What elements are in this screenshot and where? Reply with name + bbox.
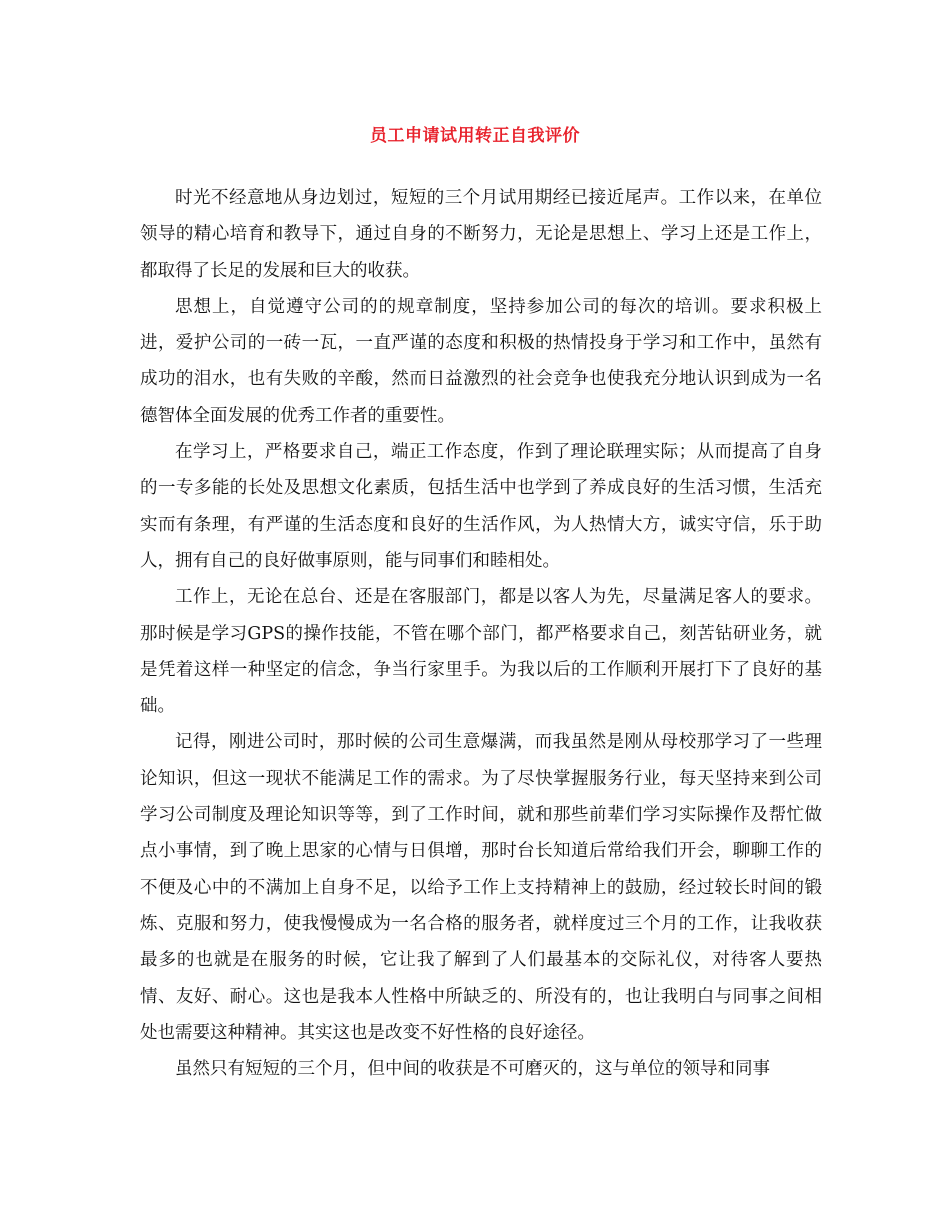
paragraph: 思想上，自觉遵守公司的的规章制度，坚持参加公司的每次的培训。要求积极上进，爱护公司的一砖一瓦，一直严谨的态度和积极的热情投身于学习和工作中，虽然有成功的泪水，也有失败的辛酸，然而日益激烈的社会竞争也使我充分地认识到成为一名德智体全面发展的优秀工作者的重要性。 — [140, 296, 822, 426]
document-title: 员工申请试用转正自我评价 — [370, 126, 580, 146]
paragraph: 记得，刚进公司时，那时候的公司生意爆满，而我虽然是刚从母校那学习了一些理论知识，但这一现状不能满足工作的需求。为了尽快掌握服务行业，每天坚持来到公司学习公司制度及理论知识等等，到了工作时间，就和那些前辈们学习实际操作及帮忙做点小事情，到了晚上思家的心情与日俱增，那时台长知道后常给我们开会，聊聊工作的不便及心中的不满加上自身不足，以给予工作上支持精神上的鼓励，经过较长时间的锻炼、克服和努力，使我慢慢成为一名合格的服务者，就样度过三个月的工作，让我收获最多的也就是在服务的时候，它让我了解到了人们最基本的交际礼仪，对待客人要热情、友好、耐心。这也是我本人性格中所缺乏的、所没有的，也让我明白与同事之间相处也需要这种精神。其实这也是改变不好性格的良好途径。 — [140, 732, 822, 1043]
paragraph: 工作上，无论在总台、还是在客服部门，都是以客人为先，尽量满足客人的要求。那时候是学习GPS的操作技能，不管在哪个部门，都严格要求自己，刻苦钻研业务，就是凭着这样一种坚定的信念，争当行家里手。为我以后的工作顺利开展打下了良好的基础。 — [140, 587, 822, 717]
paragraph: 虽然只有短短的三个月，但中间的收获是不可磨灭的，这与单位的领导和同事 — [175, 1059, 770, 1080]
paragraph: 在学习上，严格要求自己，端正工作态度，作到了理论联理实际；从而提高了自身的一专多能的长处及思想文化素质，包括生活中也学到了养成良好的生活习惯，生活充实而有条理，有严谨的生活态度和良好的生活作风，为人热情大方，诚实守信，乐于助人，拥有自己的良好做事原则，能与同事们和睦相处。 — [140, 442, 822, 571]
paragraph: 时光不经意地从身边划过，短短的三个月试用期经已接近尾声。工作以来，在单位领导的精心培育和教导下，通过自身的不断努力，无论是思想上、学习上还是工作上，都取得了长足的发展和巨大的收获。 — [140, 188, 822, 281]
document-body — [140, 180, 822, 1087]
